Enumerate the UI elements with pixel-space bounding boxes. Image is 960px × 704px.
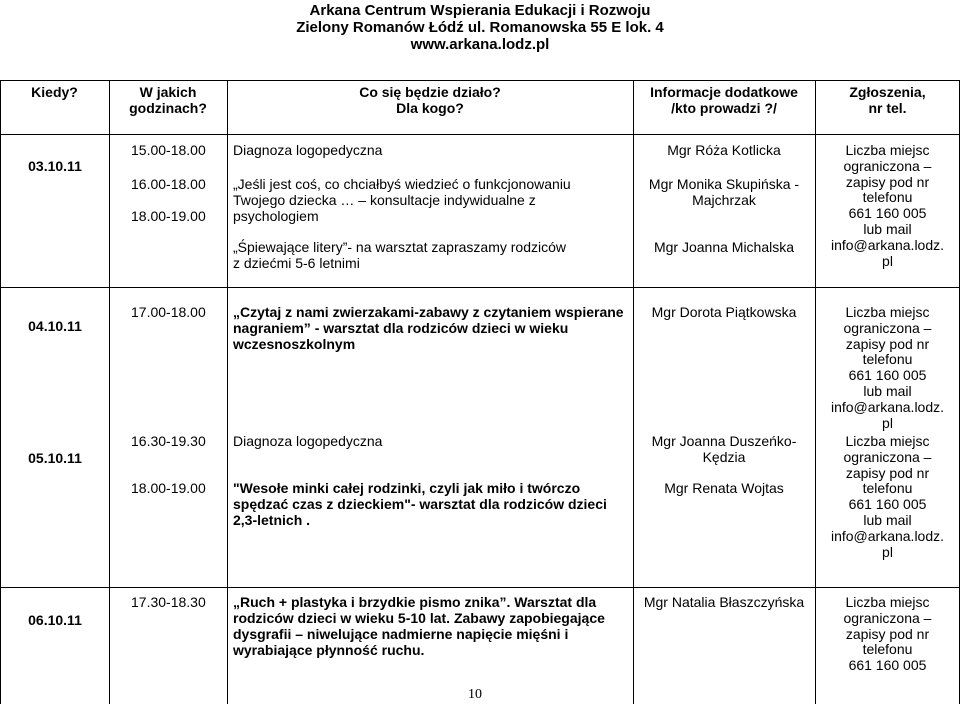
event-title: „Jeśli jest coś, co chciałbyś wiedzieć o funkcjonowaniu [233,176,571,192]
event-leader: Mgr Dorota Piątkowska [651,304,797,320]
registration-line: telefonu [862,480,913,497]
column-header-what-line2: Dla kogo? [396,99,464,116]
registration-line: telefonu [862,641,913,658]
column-header-info-line2: /kto prowadzi ?/ [671,99,777,116]
registration-line: ograniczona – [843,609,932,626]
registration-info [815,595,960,674]
registration-line: telefonu [862,351,913,368]
registration-email: pl [882,414,893,431]
row-date: 06.10.11 [28,612,82,628]
registration-email: info@arkana.lodz. [830,398,945,415]
column-divider [227,80,228,704]
registration-line: zapisy pod nr [845,335,930,352]
event-leader: Majchrzak [692,192,756,208]
registration-info [815,434,960,560]
column-header-hours-line2: godzinach? [129,99,207,116]
event-leader: Mgr Natalia Błaszczyńska [643,594,805,610]
event-title: „Ruch + plastyka i brzydkie pismo znika”. Warsztat dla [233,594,597,610]
event-time: 16.30-19.30 [131,433,206,449]
event-title: psychologiem [233,208,319,224]
event-time: 16.00-18.00 [131,176,206,192]
event-title: Diagnoza logopedyczna [233,142,383,158]
row-date: 03.10.11 [28,158,82,174]
registration-phone: 661 160 005 [848,367,927,384]
registration-line: Liczba miejsc [845,594,930,610]
center-name: Arkana Centrum Wspierania Edukacji i Rozwoju [309,2,651,19]
column-header-info [633,85,815,116]
registration-info [815,305,960,431]
column-header-when: Kiedy? [31,84,78,100]
column-header-info-line1: Informacje dodatkowe [650,84,798,100]
event-title: z dziećmi 5-6 letnimi [233,255,360,271]
registration-info [815,143,960,269]
event-time: 17.30-18.30 [131,594,206,610]
registration-line: Liczba miejsc [845,142,930,158]
registration-phone: 661 160 005 [848,205,927,222]
center-address: Zielony Romanów Łódź ul. Romanowska 55 E lok. 4 [296,19,664,36]
registration-line: lub mail [863,220,912,237]
event-time: 18.00-19.00 [131,480,206,496]
column-header-hours [109,85,227,116]
registration-line: lub mail [863,511,912,528]
registration-line: Liczba miejsc [845,304,930,320]
event-leader: Mgr Monika Skupińska - [648,176,800,192]
row-date: 04.10.11 [28,318,82,334]
registration-line: lub mail [863,382,912,399]
event-title: dysgrafii – niwelujące nadmierne napięcie mięśni i [233,626,569,642]
column-header-registration-line2: nr tel. [868,99,907,116]
event-time: 18.00-19.00 [131,208,206,224]
registration-line: telefonu [862,189,913,206]
column-header-what [227,85,633,116]
column-header-what-line1: Co się będzie działo? [359,84,501,100]
registration-email: pl [882,252,893,269]
header-separator [0,134,960,135]
event-title: wyrabiające płynność ruchu. [233,642,425,658]
registration-line: zapisy pod nr [845,625,930,642]
column-header-registration-line1: Zgłoszenia, [849,84,926,100]
event-title: Diagnoza logopedyczna [233,433,383,449]
event-title: rodziców dzieci w wieku 5-10 lat. Zabawy zapobiegające [233,610,605,626]
column-header-hours-line1: W jakich [139,84,197,100]
event-title: „Śpiewające litery”- na warsztat zapraszamy rodziców [233,239,566,255]
event-leader: Mgr Joanna Michalska [653,239,795,255]
event-leader: Mgr Renata Wojtas [664,480,784,496]
registration-phone: 661 160 005 [848,657,927,674]
event-time: 15.00-18.00 [131,142,206,158]
registration-line: ograniczona – [843,448,932,465]
event-title: 2,3-letnich . [233,512,311,528]
row-separator [0,587,960,588]
event-title: nagraniem” - warsztat dla rodziców dzieci w wieku [233,320,569,336]
column-header-registration [815,85,960,116]
registration-email: info@arkana.lodz. [830,527,945,544]
event-title: wczesnoszkolnym [233,336,356,352]
registration-phone: 661 160 005 [848,496,927,513]
event-leader: Mgr Róża Kotlicka [667,142,781,158]
event-title: „Czytaj z nami zwierzakami-zabawy z czytaniem wspierane [233,304,624,320]
registration-email: pl [882,543,893,560]
center-website: www.arkana.lodz.pl [410,36,550,53]
event-time: 17.00-18.00 [131,304,206,320]
event-leader: Mgr Joanna Duszeńko- [651,433,797,449]
registration-line: ograniczona – [843,319,932,336]
row-date: 05.10.11 [28,450,82,466]
event-leader: Kędzia [702,449,746,465]
row-separator [0,287,960,288]
event-title: "Wesołe minki całej rodzinki, czyli jak miło i twórczo [233,480,581,496]
registration-line: zapisy pod nr [845,173,930,190]
event-title: Twojego dziecka … – konsultacje indywidualne z [233,192,536,208]
table-border-top [0,80,960,81]
event-title: spędzać czas z dzieckiem"- warsztat dla rodziców dzieci [233,496,607,512]
registration-line: zapisy pod nr [845,464,930,481]
registration-line: ograniczona – [843,157,932,174]
registration-line: Liczba miejsc [845,433,930,449]
registration-email: info@arkana.lodz. [830,236,945,253]
page-number: 10 [468,687,482,702]
